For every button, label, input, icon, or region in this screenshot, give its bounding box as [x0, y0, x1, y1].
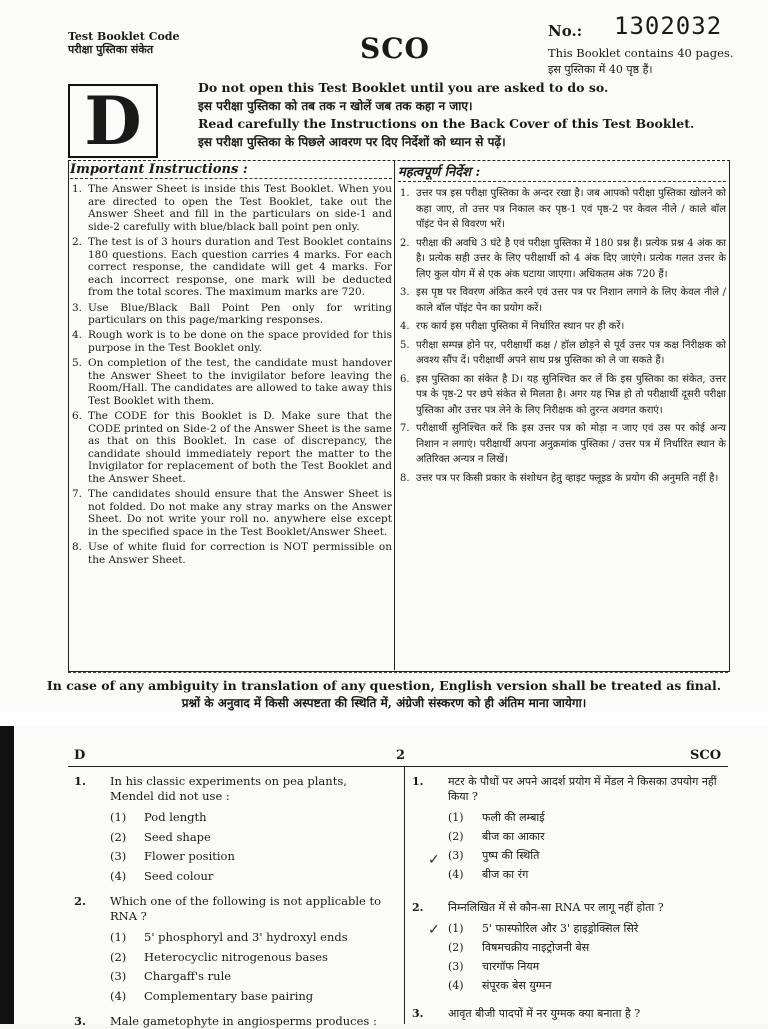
- question-number: 1.: [412, 775, 424, 788]
- question-hi-2: [412, 900, 728, 995]
- notice-hi-2: इस परीक्षा पुस्तिका के पिछले आवरण पर दिए निर्देशों को ध्यान से पढ़ें।: [198, 135, 506, 149]
- booklet-code-letter: D: [84, 82, 142, 160]
- notice-en-1: Do not open this Test Booklet until you are asked to do so.: [198, 80, 609, 95]
- instruction-item: 4. Rough work is to be done on the space provided for this purpose in the Test Booklet only.: [72, 329, 392, 354]
- question-number: 2.: [74, 894, 87, 908]
- notice-hi-1: इस परीक्षा पुस्तिका को तब तक न खोलें जब तक कहा न जाए।: [198, 99, 473, 113]
- notice-en-2: Read carefully the Instructions on the Back Cover of this Test Booklet.: [198, 116, 695, 131]
- question-text: Which one of the following is not applicable to RNA ?: [110, 894, 382, 923]
- question-text: Male gametophyte in angiosperms produces :: [110, 1014, 377, 1028]
- question-hi-1: [412, 774, 728, 884]
- instruction-item: 5. परीक्षा सम्पन्न होने पर, परीक्षार्थी कक्ष / हॉल छोड़ने से पूर्व उत्तर पत्र कक्ष निरीक्षक को अवश्य सौंप दें। परीक्षार्थी अपने साथ प्रश्न पुस्तिका को ले जा सकते हैं।: [400, 339, 726, 366]
- translation-note-en: In case of any ambiguity in translation of any question, English version shall be treated as final.: [46, 678, 722, 693]
- question-en-1: [74, 774, 394, 886]
- option: (3) चारगॉफ नियम: [448, 960, 540, 973]
- instruction-item: 6. इस पुस्तिका का संकेत है D। यह सुनिश्चित कर लें कि इस पुस्तिका का संकेत, उत्तर पत्र के पृष्ठ-2 पर छपे संकेत से मिलता है। अगर यह भिन्न हो तो परीक्षार्थी दूसरी परीक्षा पुस्तिका और उत्तर पत्र लेने के लिए निरीक्षक को तुरन्त अवगत कराएं।: [400, 373, 726, 416]
- option: (4) Seed colour: [110, 868, 214, 883]
- instruction-item: 2. परीक्षा की अवधि 3 घंटे है एवं परीक्षा पुस्तिका में 180 प्रश्न हैं। प्रत्येक प्रश्न 4 अंक का है। प्रत्येक सही उत्तर के लिए परीक्षार्थी को 4 अंक दिए जाएंगे। प्रत्येक गलत उत्तर के लिए कुल योग में से एक अंक घटाया जाएगा। अधिकतम अंक 720 हैं।: [400, 237, 726, 280]
- question-number: 3.: [74, 1014, 87, 1028]
- options-list: [110, 808, 394, 886]
- page-count-hi: इस पुस्तिका में 40 पृष्ठ हैं।: [548, 63, 653, 76]
- option: (1) 5' फास्फोरिल और 3' हाइड्रोक्सिल सिरे: [448, 922, 639, 935]
- instructions-list-en: [70, 183, 392, 566]
- question-en-2: [74, 894, 394, 1006]
- option: (2) विषमचक्रीय नाइट्रोजनी बेस: [448, 941, 590, 954]
- instruction-item: 3. Use Blue/Black Ball Point Pen only for writing particulars on this page/marking responses.: [72, 301, 392, 327]
- option: (1) फली की लम्बाई: [448, 811, 545, 824]
- instructions-heading-en: Important Instructions :: [70, 162, 392, 179]
- instruction-item: 7. परीक्षार्थी सुनिश्चित करें कि इस उत्तर पत्र को मोड़ा न जाए एवं उस पर कोई अन्य निशान न लगाएं। परीक्षार्थी अपना अनुक्रमांक पुस्तिका / उत्तर पत्र में निर्धारित स्थान के अतिरिक्त अन्यत्र न लिखें।: [400, 423, 726, 465]
- option: (3) पुष्प की स्थिति: [448, 849, 540, 862]
- handwritten-tick-mark: ✓: [428, 922, 440, 938]
- page2-header-rule: [68, 766, 728, 767]
- option: (4) संपूरक बेस युग्मन: [448, 979, 552, 992]
- option: (4) बीज का रंग: [448, 868, 529, 881]
- question-number: 3.: [412, 1007, 424, 1020]
- translation-note-hi: प्रश्नों के अनुवाद में किसी अस्पष्टता की स्थिति में, अंग्रेजी संस्करण को ही अंतिम माना जायेगा।: [181, 696, 587, 710]
- question-text: मटर के पौधों पर अपने आदर्श प्रयोग में मेंडल ने किसका उपयोग नहीं किया ?: [448, 775, 717, 803]
- option: (1) Pod length: [110, 810, 207, 824]
- question-hi-3: [412, 1006, 728, 1021]
- subject-code: SCO: [360, 32, 430, 65]
- booklet-number: 1302032: [614, 12, 723, 40]
- instructions-heading-hi: महत्वपूर्ण निर्देश :: [398, 162, 726, 182]
- instructions-list-hi: [398, 186, 726, 486]
- instruction-item: 8. Use of white fluid for correction is NOT permissible on the Answer Sheet.: [72, 541, 392, 566]
- booklet-code-label-hi: परीक्षा पुस्तिका संकेत: [68, 43, 154, 56]
- option: (3) Flower position: [110, 849, 235, 863]
- instruction-item: 5. On completion of the test, the candidate must handover the Answer Sheet to the invigilator before leaving the Room/Hall. The candidates are allowed to take away this Test Booklet with them.: [72, 357, 392, 407]
- option: (2) Seed shape: [110, 829, 211, 844]
- option: (2) Heterocyclic nitrogenous bases: [110, 949, 328, 964]
- instructions-hindi: [398, 162, 726, 489]
- option: (2) बीज का आकार: [448, 830, 545, 843]
- page2-column-divider: [404, 766, 405, 1024]
- question-en-3: [74, 1014, 394, 1029]
- instruction-item: 7. The candidates should ensure that the Answer Sheet is not folded. Do not make any stray marks on the Answer Sheet. Do not write your roll no. anywhere else except in the specified space in the Test Booklet/Answer Sheet.: [72, 488, 392, 538]
- page-gap: [0, 712, 768, 726]
- page2-subject-code: SCO: [690, 748, 722, 763]
- instructions-divider: [394, 160, 395, 670]
- page2-number: 2: [396, 748, 406, 763]
- options-list: [448, 808, 728, 884]
- instruction-item: 4. रफ कार्य इस परीक्षा पुस्तिका में निर्धारित स्थान पर ही करें।: [400, 321, 625, 332]
- instruction-item: 1. The Answer Sheet is inside this Test Booklet. When you are directed to open the Test Booklet, take out the Answer Sheet and fill in the particulars on side-1 and side-2 carefully with blue/black ball point pen only.: [72, 183, 392, 233]
- question-text: आवृत बीजी पादपों में नर युग्मक क्या बनाता है ?: [448, 1007, 641, 1020]
- option: (1) 5' phosphoryl and 3' hydroxyl ends: [110, 930, 348, 944]
- options-list: [448, 919, 728, 995]
- instruction-item: 3. इस पृष्ठ पर विवरण अंकित करने एवं उत्तर पत्र पर निशान लगाने के लिए केवल नीले / काले बॉल पॉइंट पेन का प्रयोग करें।: [400, 287, 726, 314]
- instruction-item: 2. The test is of 3 hours duration and Test Booklet contains 180 questions. Each question carries 4 marks. For each correct response, the candidate will get 4 marks. For each incorrect response, one mark will be deducted from the total scores. The maximum marks are 720.: [72, 235, 392, 299]
- scan-edge-shadow: [0, 726, 14, 1024]
- page-count-en: This Booklet contains 40 pages.: [548, 46, 734, 60]
- banner-divider: [68, 672, 728, 673]
- page2-code-letter: D: [74, 748, 86, 763]
- booklet-code-label-en: Test Booklet Code: [68, 30, 180, 43]
- question-number: 2.: [412, 901, 424, 914]
- booklet-code-label: [68, 30, 180, 56]
- question-text: निम्नलिखित में से कौन-सा RNA पर लागू नहीं होता ?: [448, 901, 664, 914]
- instruction-item: 8. उत्तर पत्र पर किसी प्रकार के संशोधन हेतु व्हाइट फ्लूइड के प्रयोग की अनुमति नहीं है।: [400, 472, 719, 484]
- question-text: In his classic experiments on pea plants, Mendel did not use :: [110, 774, 347, 803]
- instructions-english: [70, 162, 392, 569]
- option: (3) Chargaff's rule: [110, 969, 232, 983]
- instruction-item: 6. The CODE for this Booklet is D. Make sure that the CODE printed on Side-2 of the Answer Sheet is the same as that on this Booklet. In case of discrepancy, the candidate should immediately report the matter to the Invigilator for replacement of both the Test Booklet and the Answer Sheet.: [72, 410, 392, 486]
- handwritten-tick-mark: ✓: [428, 852, 440, 868]
- instruction-item: 1. उत्तर पत्र इस परीक्षा पुस्तिका के अन्दर रखा है। जब आपको परीक्षा पुस्तिका खोलने को कहा जाए, तो उत्तर पत्र निकाल कर पृष्ठ-1 एवं पृष्ठ-2 पर केवल नीले / काले बॉल पॉइंट पेन से विवरण भरें।: [400, 188, 726, 230]
- option: (4) Complementary base pairing: [110, 988, 314, 1003]
- booklet-number-label: No.:: [548, 22, 583, 40]
- options-list: [110, 928, 394, 1006]
- booklet-code-box: [68, 84, 158, 158]
- question-number: 1.: [74, 774, 87, 788]
